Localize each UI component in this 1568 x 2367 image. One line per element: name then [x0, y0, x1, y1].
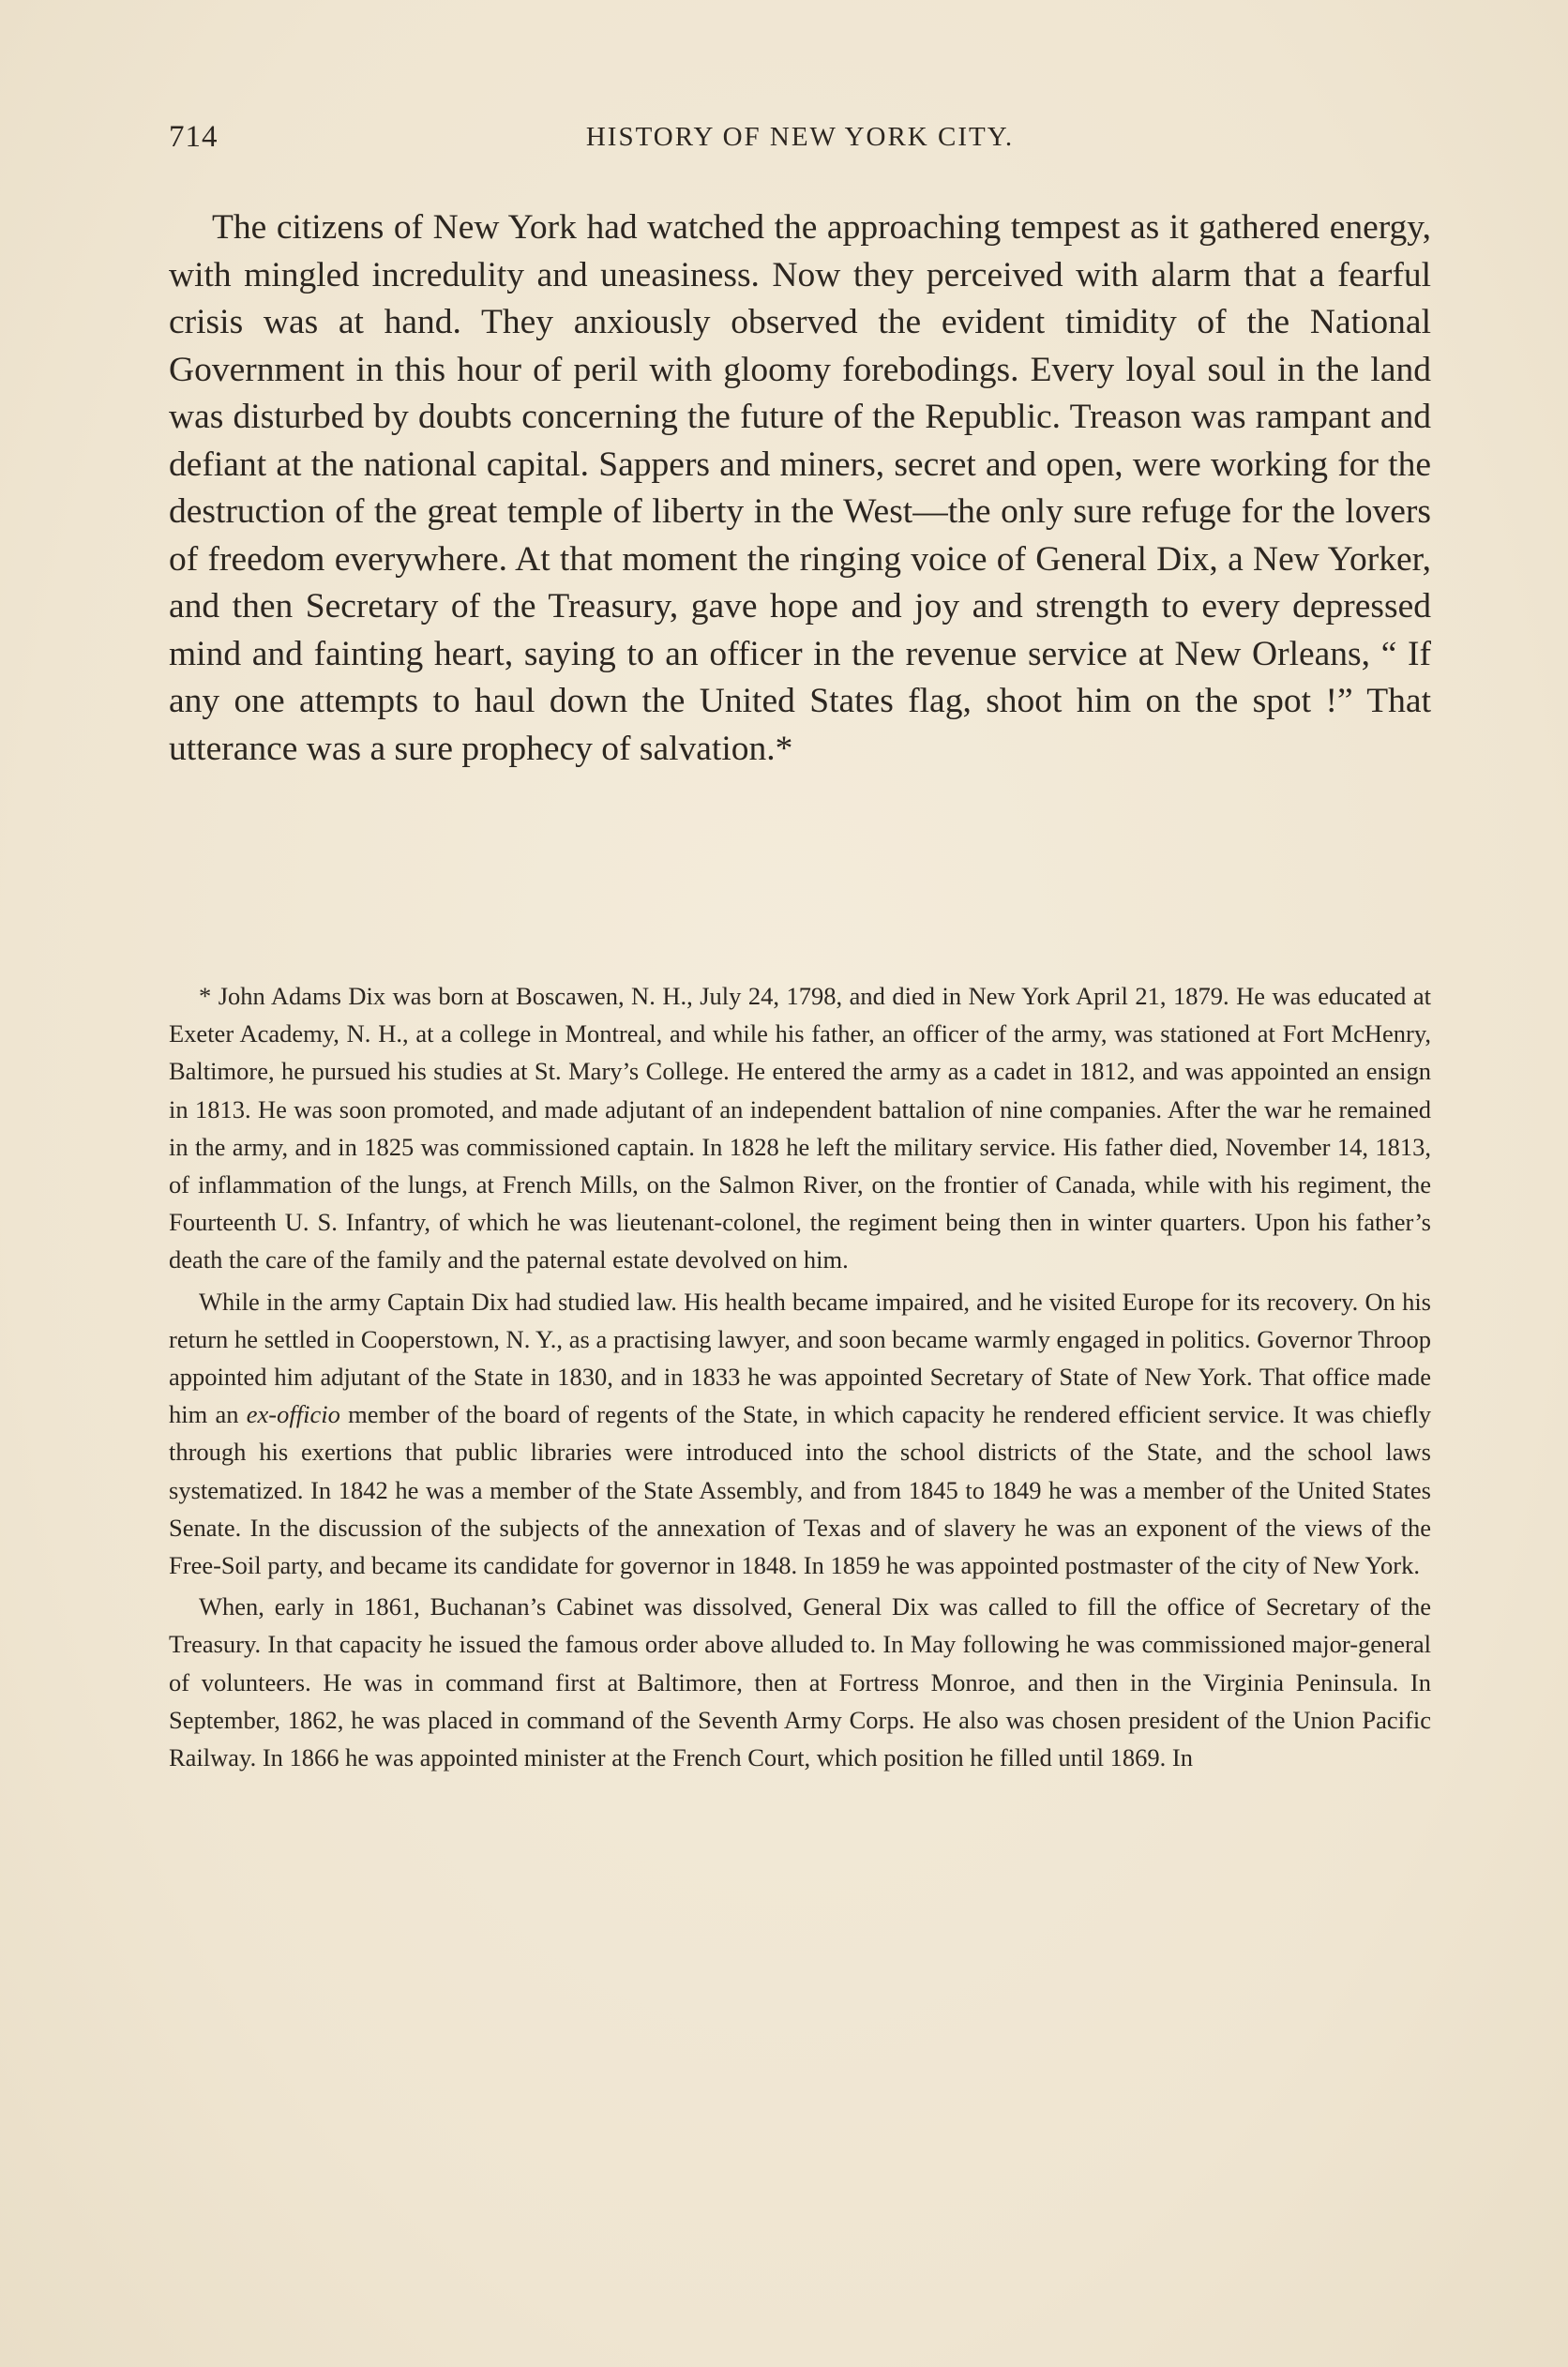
page-number: 714 — [169, 120, 219, 154]
footnote — [169, 977, 1431, 1780]
running-head — [169, 120, 1431, 161]
footnote-paragraph-3: When, early in 1861, Buchanan’s Cabinet was dissolved, General Dix was called to fill the office of Secretary of the Treasury. In that capacity he issued the famous order above alluded to. In May following he was commissioned major-general of volunteers. He was in command first at Baltimore, then at Fortress Monroe, and then in the Virginia Peninsula. In September, 1862, he was placed in command of the Seventh Army Corps. He also was chosen president of the Union Pacific Railway. In 1866 he was appointed minister at the French Court, which position he filled until 1869. In — [169, 1592, 1431, 1772]
footnote-paragraph-1: * John Adams Dix was born at Boscawen, N. H., July 24, 1798, and died in New York April 21, 1879. He was educated at Exeter Academy, N. H., at a college in Montreal, and while his father, an officer of the army, was stationed at Fort McHenry, Baltimore, he pursued his studies at St. Mary’s College. He entered the army as a cadet in 1812, and was appointed an ensign in 1813. He was soon promoted, and made adjutant of an independent battalion of nine companies. After the war he remained in the army, and in 1825 was commissioned captain. In 1828 he left the military service. His father died, November 14, 1813, of inflammation of the lungs, at French Mills, on the Salmon River, on the frontier of Canada, while with his regiment, the Fourteenth U. S. Infantry, of which he was lieutenant-colonel, the regiment being then in winter quarters. Upon his father’s death the care of the family and the paternal estate devolved on him. — [169, 982, 1431, 1274]
running-title: HISTORY OF NEW YORK CITY. — [585, 122, 1015, 152]
footnote-italic-term: ex-officio — [246, 1400, 340, 1429]
footnote-paragraph-2 — [169, 1283, 1431, 1585]
footnote-paragraph-2-text-a: While in the army Captain Dix had studied law. His health became impaired, and he visited Europe for its recovery. On his return he settled in Cooperstown, N. Y., as a practising lawyer, and soon became warmly engaged in politics. Governor Throop appointed him adjutant of the State in 1830, and in 1833 he was appointed Secretary of State of New York. That office made him an — [169, 1287, 1431, 1429]
main-paragraph: The citizens of New York had watched the approaching tempest as it gathered energy, with mingled incredulity and uneasiness. Now they perceived with alarm that a fearful crisis was at hand. They anxiously observed the evident timidity of the National Government in this hour of peril with gloomy forebodings. Every loyal soul in the land was disturbed by doubts concerning the future of the Republic. Treason was rampant and defiant at the national capital. Sappers and miners, secret and open, were working for the destruction of the great temple of liberty in the West—the only sure refuge for the lovers of freedom everywhere. At that moment the ringing voice of General Dix, a New Yorker, and then Secretary of the Treasury, gave hope and joy and strength to every depressed mind and fainting heart, saying to an officer in the revenue service at New Orleans, “ If any one attempts to haul down the United States flag, shoot him on the spot !” That utterance was a sure prophecy of salvation.* — [169, 208, 1431, 768]
footnote-paragraph-2-text-b: member of the board of regents of the State, in which capacity he rendered efficient service. It was chiefly through his exertions that public libraries were introduced into the school districts of the State, and the school laws systematized. In 1842 he was a member of the State Assembly, and from 1845 to 1849 he was a member of the United States Senate. In the discussion of the subjects of the annexation of Texas and of slavery he was an exponent of the views of the Free-Soil party, and became its candidate for governor in 1848. In 1859 he was appointed postmaster of the city of New York. — [169, 1400, 1431, 1580]
